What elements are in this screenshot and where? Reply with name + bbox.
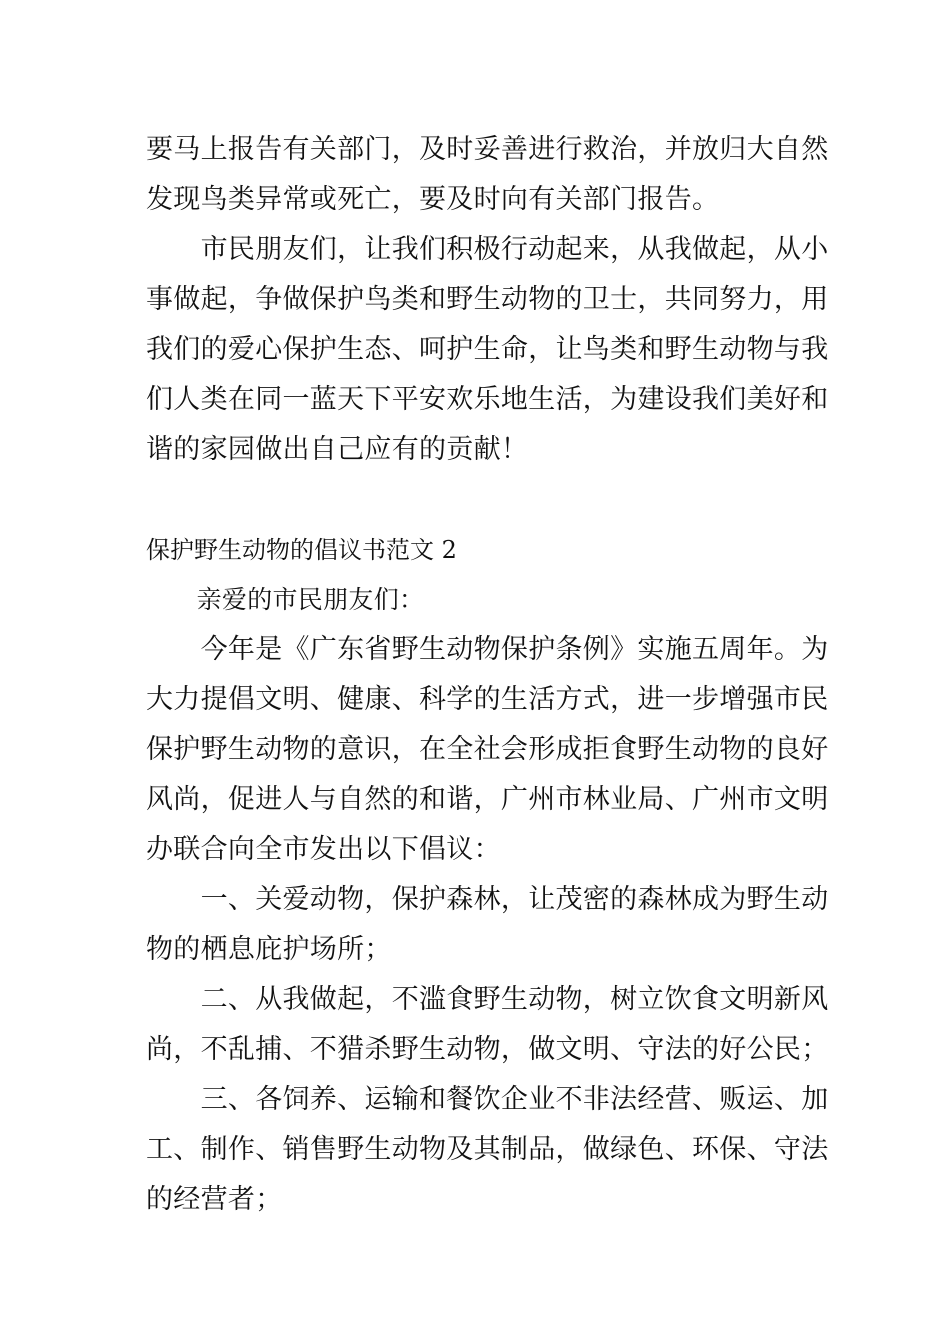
body-line: 要马上报告有关部门，及时妥善进行救治，并放归大自然 (146, 134, 829, 165)
list-item-line: 三、各饲养、运输和餐饮企业不非法经营、贩运、加 (146, 1084, 829, 1115)
body-line: 们人类在同一蓝天下平安欢乐地生活，为建设我们美好和 (146, 384, 829, 415)
body-line: 发现鸟类异常或死亡，要及时向有关部门报告。 (146, 184, 720, 215)
list-item-line: 尚，不乱捕、不猎杀野生动物，做文明、守法的好公民； (146, 1034, 829, 1065)
body-line: 办联合向全市发出以下倡议： (146, 834, 501, 865)
body-line: 谐的家园做出自己应有的贡献！ (146, 434, 529, 465)
list-item-line: 物的栖息庇护场所； (146, 934, 392, 965)
body-line: 保护野生动物的意识，在全社会形成拒食野生动物的良好 (146, 734, 829, 765)
list-item-line: 的经营者； (146, 1184, 283, 1215)
list-item-line: 一、关爱动物，保护森林，让茂密的森林成为野生动 (146, 884, 829, 915)
greeting: 亲爱的市民朋友们： (146, 585, 425, 614)
list-item-line: 二、从我做起，不滥食野生动物，树立饮食文明新风 (146, 984, 829, 1015)
list-item-line: 工、制作、销售野生动物及其制品，做绿色、环保、守法 (146, 1134, 829, 1165)
body-line: 风尚，促进人与自然的和谐，广州市林业局、广州市文明 (146, 784, 829, 815)
body-line: 今年是《广东省野生动物保护条例》实施五周年。为 (146, 634, 829, 665)
section-title: 保护野生动物的倡议书范文 2 (146, 536, 457, 564)
body-line: 我们的爱心保护生态、呵护生命，让鸟类和野生动物与我 (146, 334, 829, 365)
body-line: 市民朋友们，让我们积极行动起来，从我做起，从小 (146, 234, 829, 265)
body-line: 大力提倡文明、健康、科学的生活方式，进一步增强市民 (146, 684, 829, 715)
body-line: 事做起，争做保护鸟类和野生动物的卫士，共同努力，用 (146, 284, 829, 315)
